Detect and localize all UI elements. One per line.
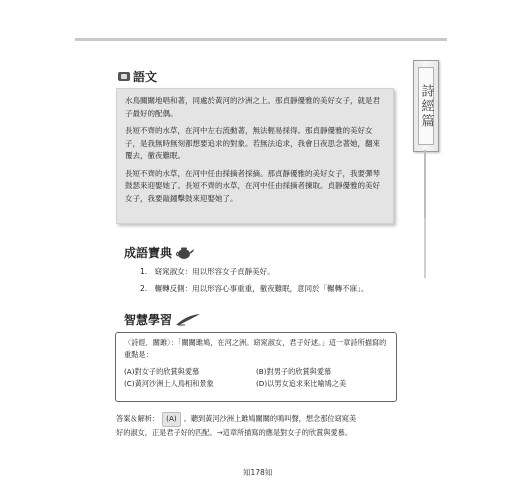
quiz-option-a: (A)對女子的欣賞與愛慕 xyxy=(124,367,200,376)
quill-icon xyxy=(175,313,201,327)
translation-paragraph-1: 水鳥關關地唱和著，同處於黃河的沙洲之上。那貞靜優雅的美好女子，就是君子最好的配偶。 xyxy=(125,96,380,118)
quiz-question-box xyxy=(115,332,397,402)
section-quiz-header xyxy=(124,311,201,328)
answer-prefix: 答案＆解析： xyxy=(116,414,160,423)
chapter-tab xyxy=(413,60,439,152)
quiz-option-c: (C)黃河沙洲上人鳥相和景象 xyxy=(124,378,214,388)
quiz-option-b: (B)對男子的欣賞與愛慕 xyxy=(256,367,332,376)
quiz-question: 〈詩經．關雎〉：「關關雎鳩，在河之洲。窈窕淑女，君子好逑。」這一章詩所描寫的重點是： xyxy=(124,338,387,359)
translation-paragraph-2: 長短不齊的水草，在河中左右流動著，無法輕易採得。那貞靜優雅的美好女子，是我無時無刻都想要追求的對象。若無法追求，我會日夜思念著她，翻來覆去，徹夜難眠。 xyxy=(125,126,380,160)
section-translation-title: 語文 xyxy=(133,70,158,84)
quiz-options xyxy=(124,366,388,389)
tab-line xyxy=(424,218,426,278)
section-idioms-title: 成語寶典 xyxy=(124,246,173,260)
page-number: 知178知 xyxy=(243,468,273,477)
quiz-option-d: (D)以男女追求來比喻鳩之美 xyxy=(256,378,347,388)
answer-text-line-2: 好的淑女，正是君子好的匹配。→這章所描寫的應是對女子的欣賞與愛慕。 xyxy=(116,427,353,437)
answer-key: (A) xyxy=(162,412,181,427)
teapot-icon xyxy=(175,246,195,260)
chapter-tab-inner xyxy=(418,67,434,145)
idiom-item-2: 2. 輾轉反側：用以形容心事重重，徹夜難眠，意同於「輾轉不寐」。 xyxy=(140,284,369,293)
tab-stem xyxy=(424,150,426,218)
answer-explanation xyxy=(116,412,406,439)
chapter-tab-label: 詩經篇 xyxy=(418,83,434,129)
translation-paragraph-3: 長短不齊的水草，在河中任由採摘者採摘。那貞靜優雅的美好女子，我要彈琴鼓瑟來迎娶她了。長短不齊的水草，在河中任由採摘者揀取。貞靜優雅的美好女子，我要敲鐘擊鼓來迎娶她了。 xyxy=(125,168,380,203)
section-idioms-header xyxy=(124,244,195,261)
translation-panel xyxy=(116,88,394,224)
answer-text-line-1: 。聽到黃河沙洲上雎鳩關關的鳴叫聲，想念那位窈窕美 xyxy=(183,414,357,423)
section-translation-header xyxy=(118,68,157,85)
idiom-list xyxy=(140,266,368,300)
section-quiz-title: 智慧學習 xyxy=(124,313,173,327)
top-divider xyxy=(75,38,447,41)
book-icon xyxy=(118,72,130,81)
idiom-item-1: 1. 窈窕淑女：用以形容女子貞靜美好。 xyxy=(140,267,275,276)
